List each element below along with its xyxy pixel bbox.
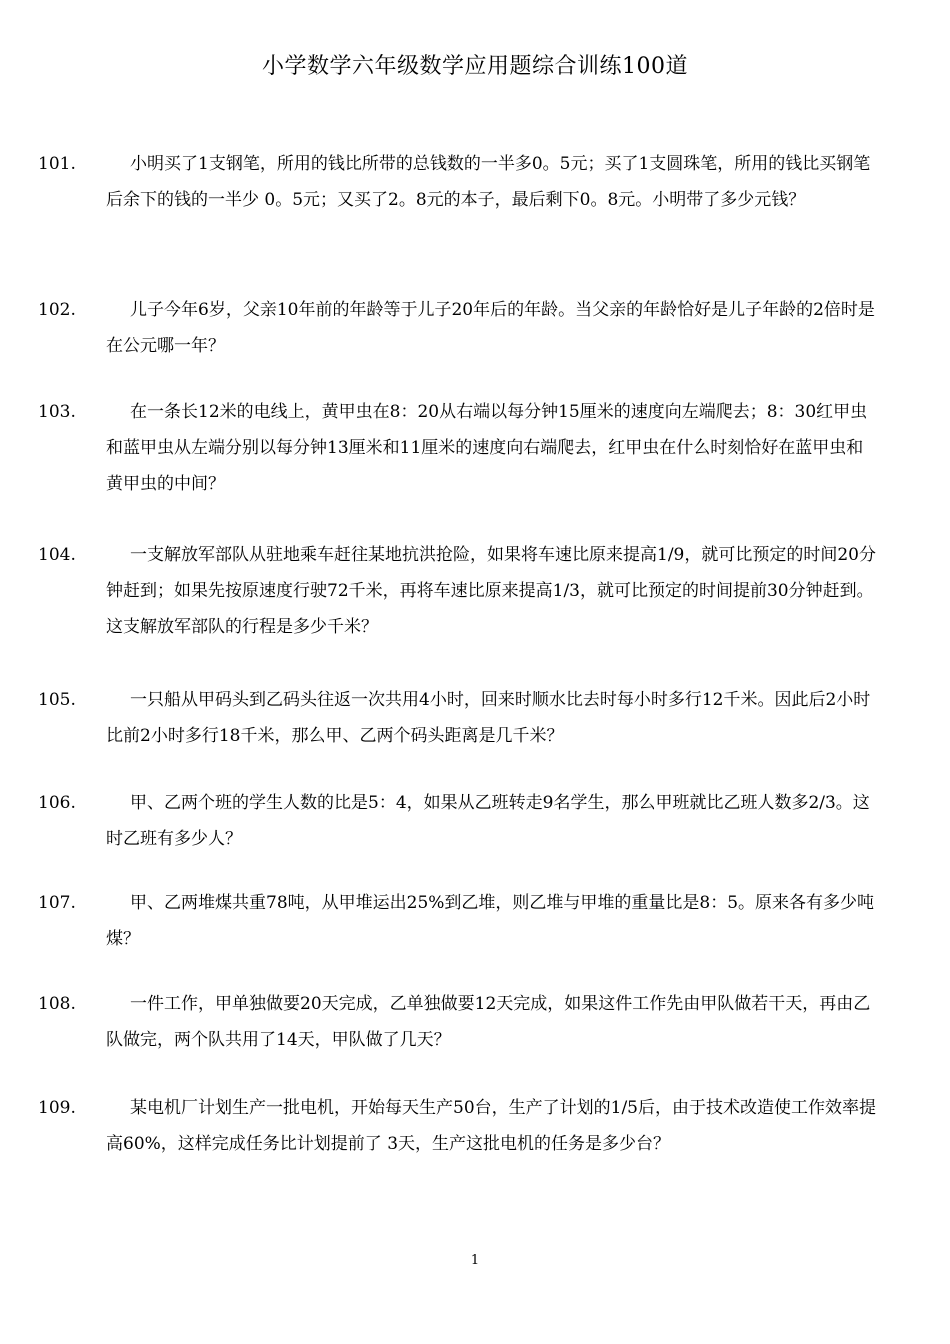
problem-body <box>38 986 880 1058</box>
problem-108 <box>38 986 880 1058</box>
problem-text: 在一条长12米的电线上，黄甲虫在8：20从右端以每分钟15厘米的速度向左端爬去；8：30红甲虫和蓝甲虫从左端分别以每分钟13厘米和11厘米的速度向右端爬去，红甲虫在什么时刻恰好在蓝甲虫和黄甲虫的中间？ <box>106 402 868 494</box>
problem-107 <box>38 885 880 957</box>
problem-text: 甲、乙两个班的学生人数的比是5：4，如果从乙班转走9名学生，那么甲班就比乙班人数多2/3。这时乙班有多少人？ <box>106 793 870 849</box>
problem-102 <box>38 292 880 364</box>
problem-number: 104. <box>38 545 76 565</box>
problem-body <box>38 537 880 645</box>
problem-body <box>38 146 880 218</box>
problem-number: 101. <box>38 154 76 174</box>
problem-number: 102. <box>38 300 76 320</box>
problem-109 <box>38 1090 880 1162</box>
problem-text: 一件工作，甲单独做要20天完成，乙单独做要12天完成，如果这件工作先由甲队做若干天，再由乙队做完，两个队共用了14天，甲队做了几天？ <box>106 994 871 1050</box>
problem-text: 一只船从甲码头到乙码头往返一次共用4小时，回来时顺水比去时每小时多行12千米。因此后2小时比前2小时多行18千米，那么甲、乙两个码头距离是几千米？ <box>106 690 871 746</box>
problem-body <box>38 1090 880 1162</box>
problem-body <box>38 394 880 502</box>
problem-106 <box>38 785 880 857</box>
page-number: 1 <box>470 1253 480 1268</box>
problem-text: 小明买了1支钢笔，所用的钱比所带的总钱数的一半多0。5元；买了1支圆珠笔，所用的钱比买钢笔后余下的钱的一半少 0。5元；又买了2。8元的本子，最后剩下0。8元。小明带了多少元钱？ <box>106 154 871 210</box>
problem-body <box>38 292 880 364</box>
problem-text: 一支解放军部队从驻地乘车赶往某地抗洪抢险，如果将车速比原来提高1/9，就可比预定的时间20分钟赶到；如果先按原速度行驶72千米，再将车速比原来提高1/3，就可比预定的时间提前30分钟赶到。这支解放军部队的行程是多少千米？ <box>106 545 876 637</box>
problem-number: 105. <box>38 690 76 710</box>
problem-number: 107. <box>38 893 76 913</box>
problem-number: 106. <box>38 793 76 813</box>
problem-text: 甲、乙两堆煤共重78吨，从甲堆运出25%到乙堆，则乙堆与甲堆的重量比是8：5。原来各有多少吨煤？ <box>106 893 875 949</box>
problem-text: 某电机厂计划生产一批电机，开始每天生产50台，生产了计划的1/5后，由于技术改造使工作效率提高60%，这样完成任务比计划提前了 3天，生产这批电机的任务是多少台？ <box>106 1098 876 1154</box>
document-title: 小学数学六年级数学应用题综合训练100道 <box>262 54 688 79</box>
problem-number: 103. <box>38 402 76 422</box>
problem-105 <box>38 682 880 754</box>
problem-103 <box>38 394 880 502</box>
problem-text: 儿子今年6岁，父亲10年前的年龄等于儿子20年后的年龄。当父亲的年龄恰好是儿子年龄的2倍时是在公元哪一年？ <box>106 300 875 356</box>
problem-number: 108. <box>38 994 76 1014</box>
problem-body <box>38 682 880 754</box>
problem-101 <box>38 146 880 218</box>
problem-body <box>38 785 880 857</box>
problem-number: 109. <box>38 1098 76 1118</box>
problem-104 <box>38 537 880 645</box>
problem-body <box>38 885 880 957</box>
